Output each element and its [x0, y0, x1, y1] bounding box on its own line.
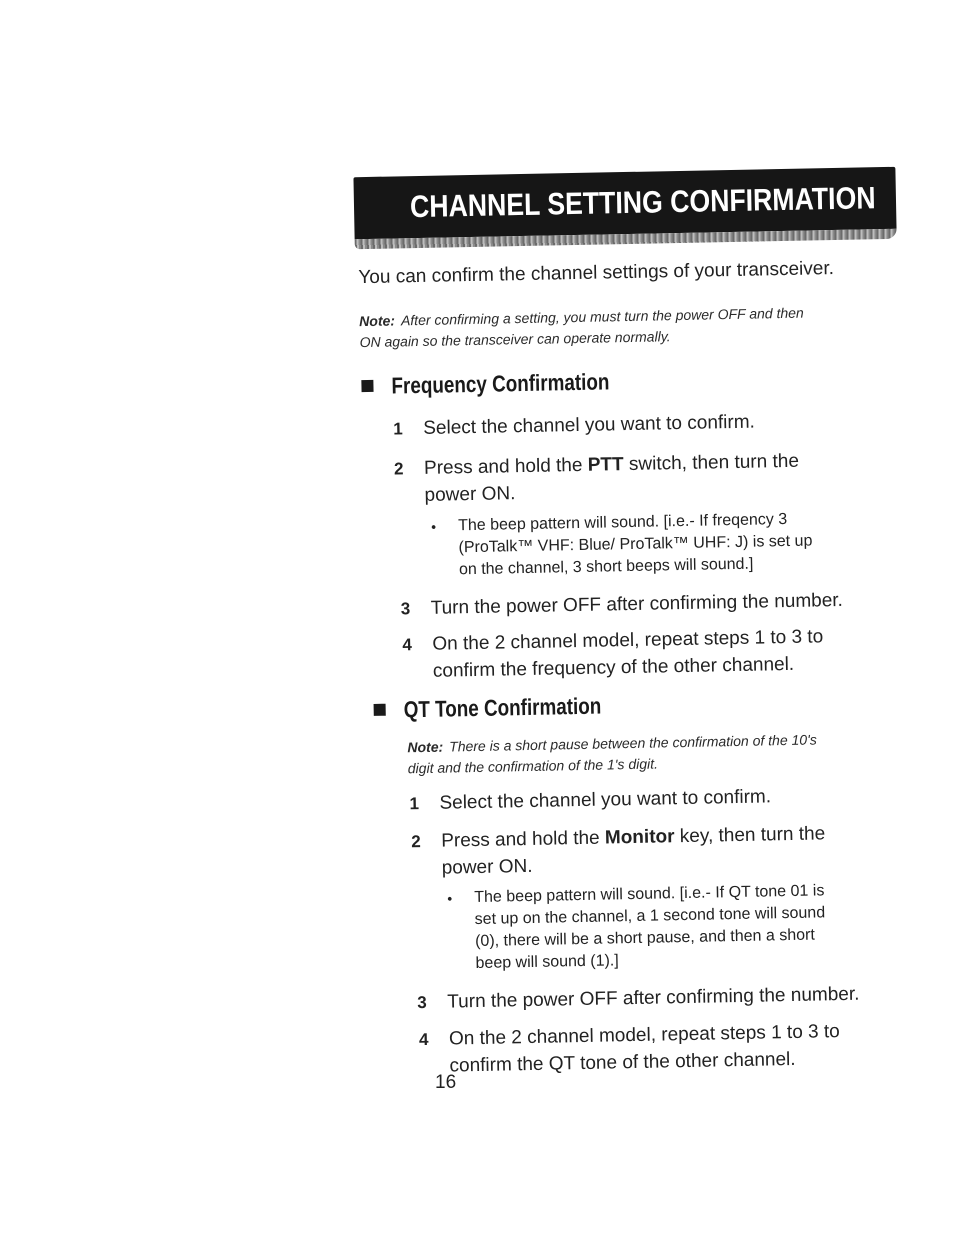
- note-text: There is a short pause between the confirmation of the 10's: [449, 731, 817, 755]
- step-text: Turn the power OFF after confirming the number.: [447, 983, 860, 1013]
- qt-step-3: [417, 979, 937, 1017]
- title-banner: [353, 167, 896, 239]
- bullet-dot: •: [447, 890, 453, 907]
- qt-note: [407, 728, 918, 780]
- bullet-dot: •: [431, 518, 437, 535]
- note-text: After confirming a setting, you must turn the power OFF and then: [400, 304, 804, 329]
- step-number: 1: [393, 419, 403, 439]
- frequency-step-3: [400, 585, 920, 623]
- step-text: Select the channel you want to confirm.: [439, 786, 772, 814]
- bullet-text: The beep pattern will sound. [i.e.- If QT tone 01 is set up on the channel, a 1 second tone will sound (0), there will be a short pause, and then a short beep will sound (1).]: [474, 882, 826, 973]
- section-bullet-icon: [374, 704, 386, 716]
- step-number: 3: [417, 992, 427, 1013]
- ptt-key-label: PTT: [587, 454, 624, 476]
- qt-step-2: [411, 818, 932, 884]
- step-number: 4: [402, 635, 413, 655]
- step-text: Select the channel you want to confirm.: [423, 411, 756, 439]
- qt-step-1: [409, 780, 929, 818]
- step-text: On the 2 channel model, repeat steps 1 to 3 to confirm the frequency of the other channel.: [432, 626, 824, 682]
- step-text: Press and hold the Monitor key, then turn the power ON.: [441, 823, 826, 879]
- power-note-line-2: ON again so the transceiver can operate normally.: [359, 328, 671, 351]
- page-title: CHANNEL SETTING CONFIRMATION: [409, 180, 876, 225]
- frequency-bullet: [431, 507, 912, 582]
- step-text: Press and hold the PTT switch, then turn the power ON.: [423, 450, 800, 506]
- step-text: On the 2 channel model, repeat steps 1 to 3 to confirm the QT tone of the other channel.: [448, 1021, 840, 1077]
- note-label: Note:: [359, 312, 396, 330]
- power-note: [359, 300, 920, 353]
- qt-heading-text: QT Tone Confirmation: [403, 692, 602, 723]
- step-number: 2: [393, 459, 404, 479]
- page-number: 16: [435, 1072, 457, 1093]
- frequency-heading-text: Frequency Confirmation: [391, 368, 610, 399]
- frequency-step-1: [393, 406, 913, 444]
- frequency-step-4: [402, 621, 923, 687]
- step-number: 4: [418, 1029, 429, 1050]
- frequency-heading: [361, 367, 657, 400]
- qt-note-line-2: digit and the confirmation of the 1's digit.: [407, 755, 659, 777]
- step-number: 2: [411, 832, 421, 852]
- section-bullet-icon: [361, 380, 373, 392]
- frequency-step-2: [394, 446, 915, 512]
- qt-bullet: [447, 878, 929, 977]
- monitor-key-label: Monitor: [604, 826, 675, 849]
- qt-step-4: [419, 1016, 940, 1082]
- step-number: 1: [409, 794, 420, 814]
- note-label: Note:: [407, 738, 444, 756]
- step-number: 3: [400, 599, 411, 619]
- intro-text: You can confirm the channel settings of your transceiver.: [358, 258, 835, 289]
- step-text: Turn the power OFF after confirming the number.: [430, 589, 844, 619]
- qt-heading: [373, 692, 645, 724]
- bullet-text: The beep pattern will sound. [i.e.- If freqency 3 (ProTalk™ VHF: Blue/ ProTalk™ UHF: J) is set up on the channel, 3 short beeps will sound.]: [457, 510, 813, 579]
